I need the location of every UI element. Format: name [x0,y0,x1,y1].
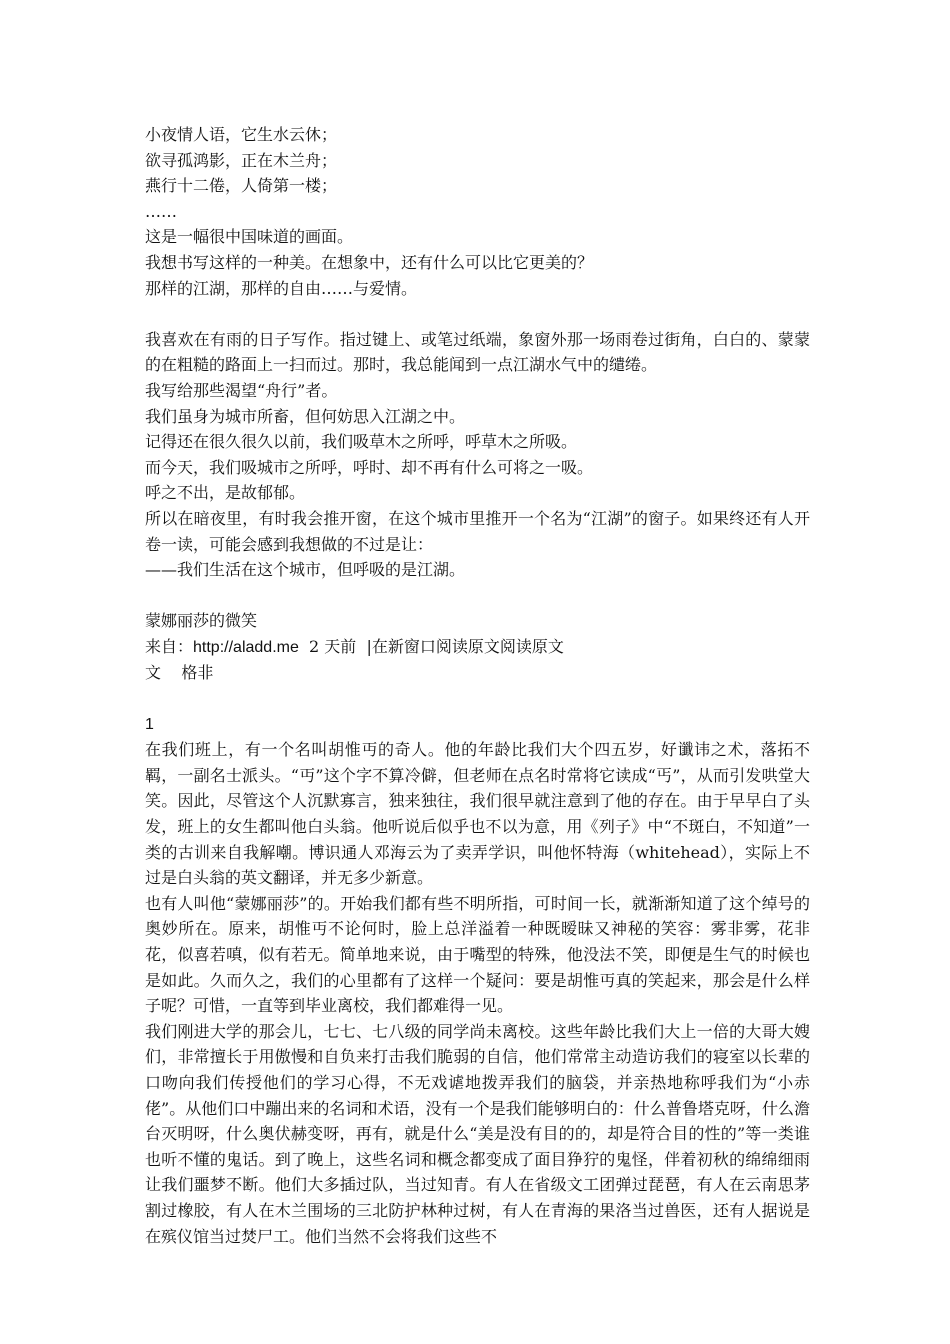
body-line: 我写给那些渴望“舟行”者。 [145,380,338,400]
body-closing-line: ——我们生活在这个城市，但呼吸的是江湖。 [145,560,466,580]
blank-line [145,583,810,609]
intro-line: 那样的江湖，那样的自由……与爱情。 [145,278,418,298]
article-paragraph: 我们刚进大学的那会儿，七七、七八级的同学尚未离校。这些年龄比我们大上一倍的大哥大嫂们，非常擅长于用傲慢和自负来打击我们脆弱的自信，他们常常主动造访我们的寝室以长辈的口吻向我们传授他们的学习心得，不无戏谑地拨弄我们的脑袋，并亲热地称呼我们为“小赤佬”。从他们口中蹦出来的名词和术语，没有一个是我们能够明白的：什么普鲁塔克呀，什么澹台灭明呀，什么奥伏赫变呀，再有，就是什么“美是没有目的的，却是符合目的性的”等一类谁也听不懂的鬼话。到了晚上，这些名词和概念都变成了面目狰狞的鬼怪，伴着初秋的绵绵细雨让我们噩梦不断。他们大多插过队，当过知青。有人在省级文工团弹过琵琶，有人在云南思茅割过橡胶，有人在木兰围场的三北防护林种过树，有人在青海的果洛当过兽医，还有人据说是在殡仪馆当过焚尸工。他们当然不会将我们这些不 [145,1021,810,1246]
article-paragraph: 也有人叫他“蒙娜丽莎”的。开始我们都有些不明所指，可时间一长，就渐渐知道了这个绰号的奥妙所在。原来，胡惟丏不论何时，脸上总洋溢着一种既暧昧又神秘的笑容：雾非雾，花非花，似喜若嗔，似有若无。简单地来说，由于嘴型的特殊，他没法不笑，即便是生气的时候也是如此。久而久之，我们的心里都有了这样一个疑问：要是胡惟丏真的笑起来，那会是什么样子呢？可惜，一直等到毕业离校，我们都难得一见。 [145,893,810,1016]
source-time: 2 天前 [309,636,357,656]
article-paragraph: 在我们班上，有一个名叫胡惟丏的奇人。他的年龄比我们大个四五岁，好谶讳之术，落拓不羁，一副名士派头。“丏”这个字不算冷僻，但老师在点名时常将它读成“丐”，从而引发哄堂大笑。因此，尽管这个人沉默寡言，独来独往，我们很早就注意到了他的存在。由于早早白了头发，班上的女生都叫他白头翁。他听说后似乎也不以为意，用《列子》中“不斑白，不知道”一类的古训来自我解嘲。博识通人邓海云为了卖弄学识，叫他怀特海（whitehead），实际上不过是白头翁的英文翻译，并无多少新意。 [145,740,810,888]
body-paragraph: 我喜欢在有雨的日子写作。指过键上、或笔过纸端，象窗外那一场雨卷过街角，白白的、蒙蒙的在粗糙的路面上一扫而过。那时，我总能闻到一点江湖水气中的缱绻。 [145,329,810,375]
article-source [145,634,810,661]
blank-line [145,686,810,712]
read-original-link[interactable]: |在新窗口阅读原文阅读原文 [366,636,564,656]
source-url-link[interactable]: http://aladd.me [193,638,299,656]
article-author: 文 格非 [145,663,214,683]
intro-line: 这是一幅很中国味道的画面。 [145,227,354,247]
body-line: 而今天，我们吸城市之所呼，呼时、却不再有什么可将之一吸。 [145,457,594,477]
source-prefix: 来自： [145,636,194,656]
section-number: 1 [145,715,154,733]
poem-line: 欲寻孤鸿影，正在木兰舟； [145,150,338,170]
body-line: 我们虽身为城市所畜，但何妨思入江湖之中。 [145,406,466,426]
poem-line: 小夜情人语，它生水云休； [145,125,338,144]
blank-line [145,301,810,327]
body-line: 呼之不出，是故郁郁。 [145,483,306,503]
body-line: 记得还在很久很久以前，我们吸草木之所呼，呼草木之所吸。 [145,432,578,452]
article-title: 蒙娜丽莎的微笑 [145,611,258,631]
poem-line: 燕行十二倦，人倚第一楼； [145,176,338,196]
intro-line: 我想书写这样的一种美。在想象中，还有什么可以比它更美的？ [145,252,594,272]
body-paragraph: 所以在暗夜里，有时我会推开窗，在这个城市里推开一个名为“江湖”的窗子。如果终还有人开卷一读，可能会感到我想做的不过是让： [145,508,810,554]
poem-ellipsis: …… [145,201,177,221]
